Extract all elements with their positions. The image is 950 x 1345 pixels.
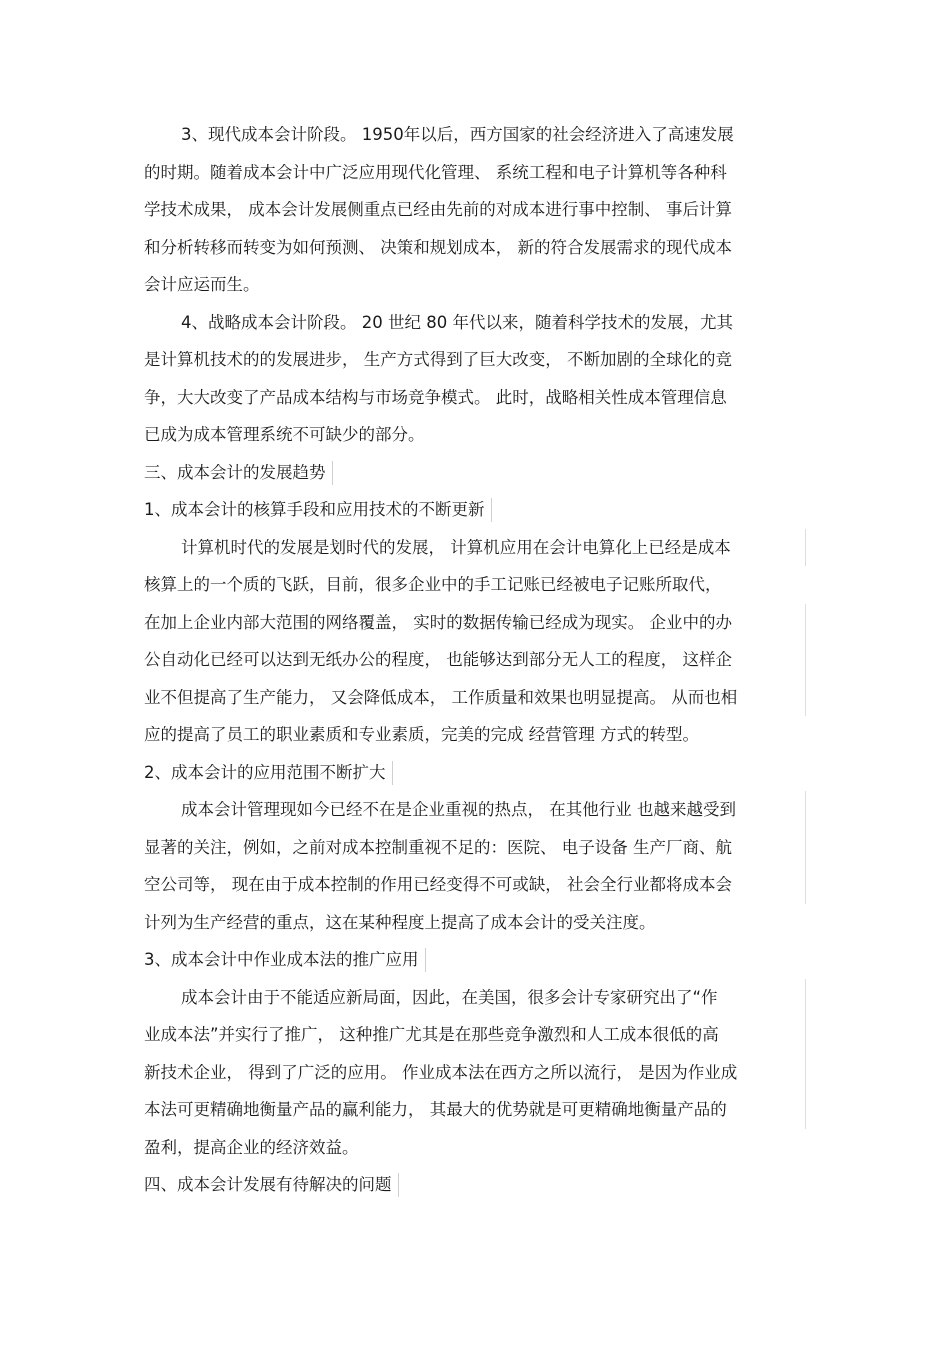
document-body [144,116,806,1204]
text-line: 是计算机技术的的发展进步， 生产方式得到了巨大改变， 不断加剧的全球化的竞 [144,350,732,369]
text-line: 的时期。随着成本会计中广泛应用现代化管理、 系统工程和电子计算机等各种科 [144,162,727,182]
text-line: 已成为成本管理系统不可缺少的部分。 [144,425,425,444]
text-line: 成本会计由于不能适应新局面，因此，在美国，很多会计专家研究出了“作 [144,979,806,1017]
text-line: 核算上的一个质的飞跃，目前，很多企业中的手工记账已经被电子记账所取代， [144,575,722,594]
text-line: 计算机时代的发展是划时代的发展， 计算机应用在会计电算化上已经是成本 [144,529,806,567]
text-line: 会计应运而生。 [144,275,260,294]
text-line: 学技术成果， 成本会计发展侧重点已经由先前的对成本进行事中控制、 事后计算 [144,200,732,219]
paragraph-modern-cost-accounting [144,116,806,304]
text-line: 成本会计管理现如今已经不在是企业重视的热点， 在其他行业 也越来越受到 [144,791,806,829]
text-line: 业不但提高了生产能力， 又会降低成本， 工作质量和效果也明显提高。 从而也相 [144,679,806,717]
subheading-activity-based-costing [144,941,806,979]
text-line: 和分析转移而转变为如何预测、 决策和规划成本， 新的符合发展需求的现代成本 [144,237,732,257]
section-heading-trends [144,454,806,492]
text-line: 3、现代成本会计阶段。 1950年以后，西方国家的社会经济进入了高速发展 [181,125,734,144]
text-line: 新技术企业， 得到了广泛的应用。 作业成本法在西方之所以流行， 是因为作业成 [144,1054,806,1092]
paragraph-scope [144,791,806,941]
paragraph-activity-based-costing [144,979,806,1167]
text-line: 争，大大改变了产品成本结构与市场竞争模式。 此时，战略相关性成本管理信息 [144,387,727,407]
heading-text: 三、成本会计的发展趋势 [144,461,333,485]
subheading-techniques [144,491,806,529]
text-line: 4、战略成本会计阶段。 20 世纪 80 年代以来，随着科学技术的发展，尤其 [181,312,733,332]
text-line: 计列为生产经营的重点，这在某种程度上提高了成本会计的受关注度。 [144,912,656,932]
text-line: 空公司等， 现在由于成本控制的作用已经变得不可或缺， 社会全行业都将成本会 [144,866,806,904]
paragraph-strategic-cost-accounting [144,304,806,454]
text-line: 盈利，提高企业的经济效益。 [144,1137,359,1157]
text-line: 应的提高了员工的职业素质和专业素质，完美的完成 经营管理 方式的转型。 [144,725,699,744]
text-line: 业成本法”并实行了推广， 这种推广尤其是在那些竞争激烈和人工成本很低的高 [144,1016,806,1054]
section-heading-problems [144,1166,806,1204]
subheading-scope [144,754,806,792]
text-line: 显著的关注，例如，之前对成本控制重视不足的：医院、 电子设备 生产厂商、航 [144,829,806,867]
heading-text: 四、成本会计发展有待解决的问题 [144,1173,399,1197]
heading-text: 3、成本会计中作业成本法的推广应用 [144,948,426,972]
paragraph-computer-era [144,529,806,754]
heading-text: 1、成本会计的核算手段和应用技术的不断更新 [144,498,492,522]
text-line: 公自动化已经可以达到无纸办公的程度， 也能够达到部分无人工的程度， 这样企 [144,641,806,679]
heading-text: 2、成本会计的应用范围不断扩大 [144,761,393,785]
text-line: 本法可更精确地衡量产品的赢利能力， 其最大的优势就是可更精确地衡量产品的 [144,1091,806,1129]
text-line: 在加上企业内部大范围的网络覆盖， 实时的数据传输已经成为现实。 企业中的办 [144,604,806,642]
